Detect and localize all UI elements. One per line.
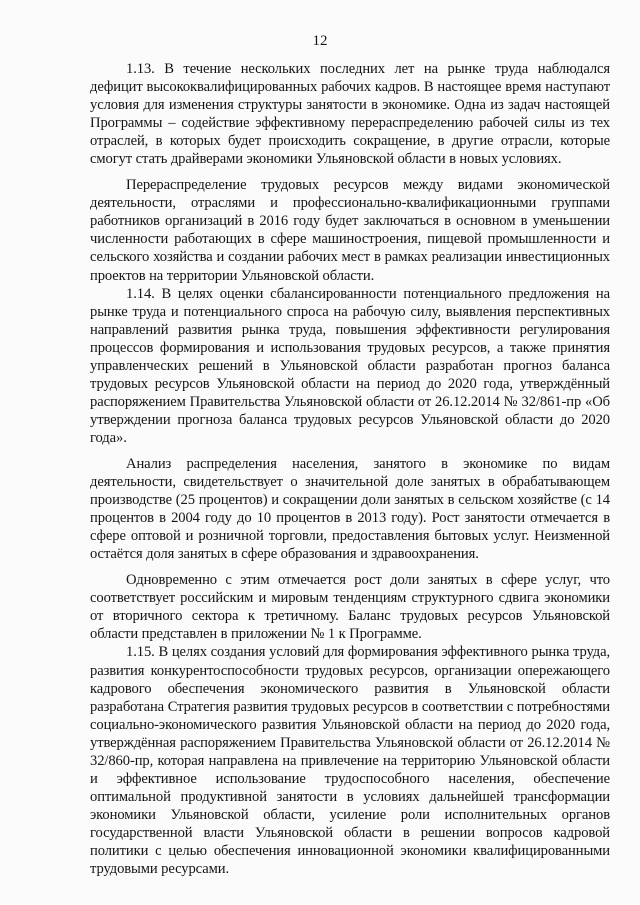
paragraph-1-14: 1.14. В целях оценки сбалансированности потенциального предложения на рынке труда и потенциального спроса на рабочую силу, выявления перспективных направлений развития рынка труда, повышения эффективности регулирования процессов формирования и использования трудовых ресурсов, а также принятия управленческих решений в Ульяновской области разработан прогноз баланса трудовых ресурсов Ульяновской области на период до 2020 года, утверждённый распоряжением Правительства Ульяновской области от 26.12.2014 № 32/861-пр «Об утверждении прогноза баланса трудовых ресурсов Ульяновской области до 2020 года». [90, 285, 610, 446]
paragraph-redistribution: Перераспределение трудовых ресурсов между видами экономической деятельности, отраслями и профессионально-квалификационными группами работников организаций в 2016 году будет заключаться в основном в уменьшении численности работающих в сфере машиностроения, пищевой промышленности и сельского хозяйства и создании рабочих мест в рамках реализации инвестиционных проектов на территории Ульяновской области. [90, 177, 610, 284]
paragraph-employment-analysis: Анализ распределения населения, занятого в экономике по видам деятельности, свидетельствует о значительной доле занятых в обрабатывающем производстве (25 процентов) и сокращении доли занятых в сельском хозяйстве (с 14 процентов в 2004 году до 10 процентов в 2013 году). Рост занятости отмечается в сфере оптовой и розничной торговли, предоставления бытовых услуг. Неизменной остаётся доля занятых в сфере образования и здравоохранения. [90, 455, 610, 563]
paragraph-services-growth: Одновременно с этим отмечается рост доли занятых в сфере услуг, что соответствует российским и мировым тенденциям структурного сдвига экономики от вторичного сектора к третичному. Баланс трудовых ресурсов Ульяновской области представлен в приложении № 1 к Программе. [90, 572, 610, 643]
paragraph-1-15: 1.15. В целях создания условий для формирования эффективного рынка труда, развития конкурентоспособности трудовых ресурсов, организации опережающего кадрового обеспечения экономического развития в Ульяновской области разработана Стратегия развития трудовых ресурсов в соответствии с потребностями социально-экономического развития Ульяновской области на период до 2020 года, утверждённая распоряжением Правительства Ульяновской области от 26.12.2014 № 32/860-пр, которая направлена на привлечение на территорию Ульяновской области и эффективное использование трудоспособного населения, обеспечение оптимальной продуктивной занятости в условиях дальнейшей трансформации экономики Ульяновской области, усиление роли исполнительных органов государственной власти Ульяновской области в решении вопросов кадровой политики с целью обеспечения инновационной экономики квалифицированными трудовыми ресурсами. [90, 644, 610, 878]
page-number: 12 [312, 33, 328, 49]
paragraph-1-13: 1.13. В течение нескольких последних лет на рынке труда наблюдался дефицит высококвалифицированных рабочих кадров. В настоящее время наступают условия для изменения структуры занятости в экономике. Одна из задач настоящей Программы – содействие эффективному перераспределению рабочей силы из тех отраслей, в которых будет происходить сокращение, в другие отрасли, которые смогут стать драйверами экономики Ульяновской области в новых условиях. [90, 61, 610, 168]
document-body [90, 60, 610, 878]
